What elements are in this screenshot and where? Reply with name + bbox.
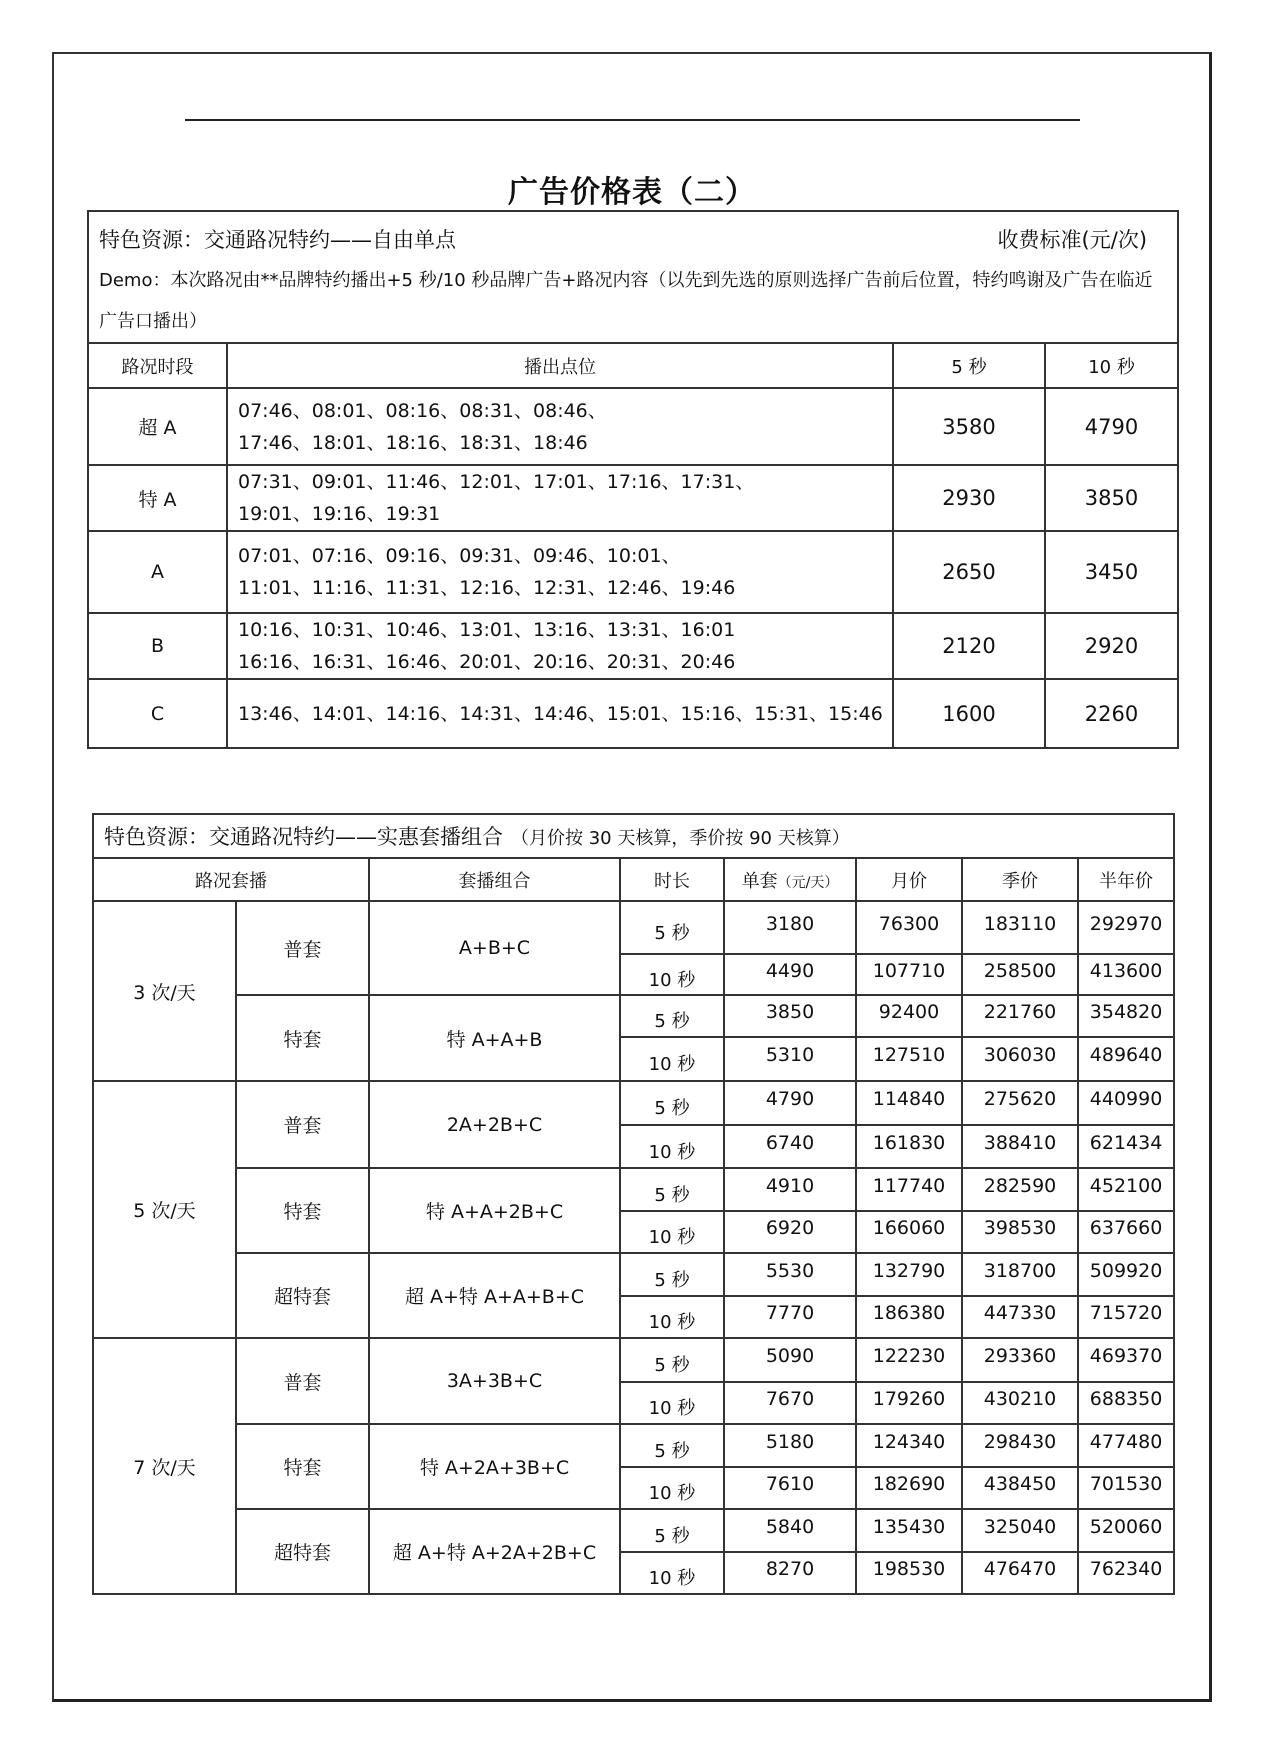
header-package: 路况套播 bbox=[93, 858, 369, 901]
price-10s-cell: 2260 bbox=[1045, 679, 1178, 748]
table1-intro-row bbox=[88, 211, 1178, 343]
slots-cell bbox=[227, 465, 893, 531]
combo-cell: 2A+2B+C bbox=[369, 1081, 620, 1168]
table2-row bbox=[93, 1509, 1174, 1552]
demo-description: Demo：本次路况由**品牌特约播出+5 秒/10 秒品牌广告+路况内容（以先到先选的原则选择广告前后位置，特约鸣谢及广告在临近广告口播出） bbox=[99, 270, 1153, 332]
duration-cell: 5 秒 bbox=[620, 1338, 724, 1382]
table2-row bbox=[93, 1424, 1174, 1467]
slots-line: 10:16、10:31、10:46、13:01、13:16、13:31、16:01 bbox=[238, 619, 736, 641]
slots-line: 19:01、19:16、19:31 bbox=[238, 503, 441, 525]
header-period: 路况时段 bbox=[88, 343, 227, 388]
duration-cell: 10 秒 bbox=[620, 1382, 724, 1424]
single-spot-price-table bbox=[87, 210, 1179, 749]
monthly-price-cell: 198530 bbox=[856, 1552, 962, 1594]
table2-row bbox=[93, 1081, 1174, 1125]
table2-row bbox=[93, 1253, 1174, 1296]
header-single bbox=[724, 858, 856, 901]
half-year-price-cell: 509920 bbox=[1078, 1253, 1174, 1296]
header-10s: 10 秒 bbox=[1045, 343, 1178, 388]
half-year-price-cell: 469370 bbox=[1078, 1338, 1174, 1382]
period-cell: A bbox=[88, 531, 227, 613]
quarterly-price-cell: 183110 bbox=[962, 901, 1078, 954]
package-name-cell: 普套 bbox=[236, 1338, 369, 1424]
quarterly-price-cell: 447330 bbox=[962, 1296, 1078, 1338]
monthly-price-cell: 124340 bbox=[856, 1424, 962, 1467]
header-monthly: 月价 bbox=[856, 858, 962, 901]
period-cell: 特 A bbox=[88, 465, 227, 531]
half-year-price-cell: 292970 bbox=[1078, 901, 1174, 954]
combo-cell: 特 A+2A+3B+C bbox=[369, 1424, 620, 1509]
quarterly-price-cell: 430210 bbox=[962, 1382, 1078, 1424]
duration-cell: 10 秒 bbox=[620, 1211, 724, 1253]
header-rule bbox=[185, 119, 1080, 121]
package-name-cell: 普套 bbox=[236, 901, 369, 995]
single-price-cell: 5530 bbox=[724, 1253, 856, 1296]
table1-row bbox=[88, 465, 1178, 531]
monthly-price-cell: 166060 bbox=[856, 1211, 962, 1253]
half-year-price-cell: 621434 bbox=[1078, 1125, 1174, 1168]
price-5s-cell: 2930 bbox=[893, 465, 1045, 531]
table2-title bbox=[93, 814, 1174, 858]
quarterly-price-cell: 221760 bbox=[962, 995, 1078, 1037]
header-slots: 播出点位 bbox=[227, 343, 893, 388]
quarterly-price-cell: 306030 bbox=[962, 1037, 1078, 1081]
table2-note: （月价按 30 天核算，季价按 90 天核算） bbox=[511, 828, 850, 849]
duration-cell: 5 秒 bbox=[620, 1509, 724, 1552]
slots-line: 11:01、11:16、11:31、12:16、12:31、12:46、19:46 bbox=[238, 577, 736, 599]
monthly-price-cell: 186380 bbox=[856, 1296, 962, 1338]
quarterly-price-cell: 275620 bbox=[962, 1081, 1078, 1125]
fee-standard-label: 收费标准(元/次) bbox=[997, 228, 1148, 252]
slots-line: 07:46、08:01、08:16、08:31、08:46、 bbox=[238, 399, 607, 422]
slots-line: 07:01、07:16、09:16、09:31、09:46、10:01、 bbox=[238, 545, 681, 567]
table2-row bbox=[93, 1338, 1174, 1382]
slots-line: 17:46、18:01、18:16、18:31、18:46 bbox=[238, 431, 588, 454]
duration-cell: 10 秒 bbox=[620, 1296, 724, 1338]
quarterly-price-cell: 282590 bbox=[962, 1168, 1078, 1211]
slots-cell bbox=[227, 531, 893, 613]
combo-cell: 特 A+A+B bbox=[369, 995, 620, 1081]
monthly-price-cell: 76300 bbox=[856, 901, 962, 954]
monthly-price-cell: 122230 bbox=[856, 1338, 962, 1382]
price-10s-cell: 3850 bbox=[1045, 465, 1178, 531]
package-price-table bbox=[92, 813, 1175, 1595]
half-year-price-cell: 477480 bbox=[1078, 1424, 1174, 1467]
period-cell: C bbox=[88, 679, 227, 748]
header-5s: 5 秒 bbox=[893, 343, 1045, 388]
slots-cell bbox=[227, 679, 893, 748]
combo-cell: 3A+3B+C bbox=[369, 1338, 620, 1424]
duration-cell: 5 秒 bbox=[620, 901, 724, 954]
table2-header-row bbox=[93, 858, 1174, 901]
monthly-price-cell: 117740 bbox=[856, 1168, 962, 1211]
slots-line: 13:46、14:01、14:16、14:31、14:46、15:01、15:16、15:31、15:46 bbox=[238, 702, 883, 725]
header-combo: 套播组合 bbox=[369, 858, 620, 901]
frequency-cell: 5 次/天 bbox=[93, 1081, 236, 1338]
frequency-cell: 3 次/天 bbox=[93, 901, 236, 1081]
price-5s-cell: 2650 bbox=[893, 531, 1045, 613]
period-cell: 超 A bbox=[88, 388, 227, 465]
monthly-price-cell: 179260 bbox=[856, 1382, 962, 1424]
combo-cell: 超 A+特 A+A+B+C bbox=[369, 1253, 620, 1338]
duration-cell: 10 秒 bbox=[620, 954, 724, 995]
table2-resource-label: 特色资源：交通路况特约——实惠套播组合 bbox=[104, 825, 503, 849]
duration-cell: 5 秒 bbox=[620, 995, 724, 1037]
table1-row bbox=[88, 388, 1178, 465]
price-5s-cell: 3580 bbox=[893, 388, 1045, 465]
monthly-price-cell: 107710 bbox=[856, 954, 962, 995]
quarterly-price-cell: 293360 bbox=[962, 1338, 1078, 1382]
single-price-cell: 6920 bbox=[724, 1211, 856, 1253]
half-year-price-cell: 637660 bbox=[1078, 1211, 1174, 1253]
price-5s-cell: 1600 bbox=[893, 679, 1045, 748]
quarterly-price-cell: 298430 bbox=[962, 1424, 1078, 1467]
slots-line: 16:16、16:31、16:46、20:01、20:16、20:31、20:46 bbox=[238, 651, 736, 673]
header-quarterly: 季价 bbox=[962, 858, 1078, 901]
quarterly-price-cell: 438450 bbox=[962, 1467, 1078, 1509]
half-year-price-cell: 413600 bbox=[1078, 954, 1174, 995]
slots-cell bbox=[227, 613, 893, 679]
monthly-price-cell: 182690 bbox=[856, 1467, 962, 1509]
frequency-cell: 7 次/天 bbox=[93, 1338, 236, 1594]
combo-cell: 超 A+特 A+2A+2B+C bbox=[369, 1509, 620, 1594]
package-name-cell: 特套 bbox=[236, 1168, 369, 1253]
half-year-price-cell: 489640 bbox=[1078, 1037, 1174, 1081]
monthly-price-cell: 135430 bbox=[856, 1509, 962, 1552]
single-price-cell: 8270 bbox=[724, 1552, 856, 1594]
single-price-cell: 5090 bbox=[724, 1338, 856, 1382]
table1-row bbox=[88, 531, 1178, 613]
half-year-price-cell: 701530 bbox=[1078, 1467, 1174, 1509]
duration-cell: 5 秒 bbox=[620, 1424, 724, 1467]
single-price-cell: 7770 bbox=[724, 1296, 856, 1338]
quarterly-price-cell: 398530 bbox=[962, 1211, 1078, 1253]
header-duration: 时长 bbox=[620, 858, 724, 901]
slots-line: 07:31、09:01、11:46、12:01、17:01、17:16、17:31、 bbox=[238, 471, 755, 493]
single-price-cell: 4490 bbox=[724, 954, 856, 995]
price-5s-cell: 2120 bbox=[893, 613, 1045, 679]
package-name-cell: 特套 bbox=[236, 1424, 369, 1509]
combo-cell: A+B+C bbox=[369, 901, 620, 995]
package-name-cell: 普套 bbox=[236, 1081, 369, 1168]
table2-row bbox=[93, 901, 1174, 954]
package-name-cell: 超特套 bbox=[236, 1253, 369, 1338]
table1-row bbox=[88, 679, 1178, 748]
duration-cell: 10 秒 bbox=[620, 1037, 724, 1081]
header-half-year: 半年价 bbox=[1078, 858, 1174, 901]
half-year-price-cell: 440990 bbox=[1078, 1081, 1174, 1125]
quarterly-price-cell: 325040 bbox=[962, 1509, 1078, 1552]
package-name-cell: 特套 bbox=[236, 995, 369, 1081]
quarterly-price-cell: 388410 bbox=[962, 1125, 1078, 1168]
half-year-price-cell: 354820 bbox=[1078, 995, 1174, 1037]
duration-cell: 10 秒 bbox=[620, 1467, 724, 1509]
duration-cell: 5 秒 bbox=[620, 1253, 724, 1296]
quarterly-price-cell: 318700 bbox=[962, 1253, 1078, 1296]
half-year-price-cell: 452100 bbox=[1078, 1168, 1174, 1211]
header-single-unit: （元/天） bbox=[777, 874, 839, 891]
table2-row bbox=[93, 1168, 1174, 1211]
duration-cell: 10 秒 bbox=[620, 1552, 724, 1594]
half-year-price-cell: 520060 bbox=[1078, 1509, 1174, 1552]
table1-resource-label: 特色资源：交通路况特约——自由单点 bbox=[99, 228, 456, 252]
table1-header-row bbox=[88, 343, 1178, 388]
monthly-price-cell: 114840 bbox=[856, 1081, 962, 1125]
price-10s-cell: 2920 bbox=[1045, 613, 1178, 679]
package-name-cell: 超特套 bbox=[236, 1509, 369, 1594]
single-price-cell: 4790 bbox=[724, 1081, 856, 1125]
combo-cell: 特 A+A+2B+C bbox=[369, 1168, 620, 1253]
half-year-price-cell: 715720 bbox=[1078, 1296, 1174, 1338]
period-cell: B bbox=[88, 613, 227, 679]
price-10s-cell: 3450 bbox=[1045, 531, 1178, 613]
duration-cell: 10 秒 bbox=[620, 1125, 724, 1168]
table2-title-row bbox=[93, 814, 1174, 858]
quarterly-price-cell: 258500 bbox=[962, 954, 1078, 995]
duration-cell: 5 秒 bbox=[620, 1081, 724, 1125]
table1-intro bbox=[88, 211, 1178, 343]
monthly-price-cell: 132790 bbox=[856, 1253, 962, 1296]
single-price-cell: 5180 bbox=[724, 1424, 856, 1467]
price-10s-cell: 4790 bbox=[1045, 388, 1178, 465]
slots-cell bbox=[227, 388, 893, 465]
header-single-label: 单套 bbox=[741, 870, 778, 892]
single-price-cell: 7670 bbox=[724, 1382, 856, 1424]
monthly-price-cell: 161830 bbox=[856, 1125, 962, 1168]
single-price-cell: 4910 bbox=[724, 1168, 856, 1211]
single-price-cell: 7610 bbox=[724, 1467, 856, 1509]
single-price-cell: 3180 bbox=[724, 901, 856, 954]
duration-cell: 5 秒 bbox=[620, 1168, 724, 1211]
table2-row bbox=[93, 995, 1174, 1037]
half-year-price-cell: 762340 bbox=[1078, 1552, 1174, 1594]
single-price-cell: 5310 bbox=[724, 1037, 856, 1081]
half-year-price-cell: 688350 bbox=[1078, 1382, 1174, 1424]
table1-row bbox=[88, 613, 1178, 679]
monthly-price-cell: 127510 bbox=[856, 1037, 962, 1081]
quarterly-price-cell: 476470 bbox=[962, 1552, 1078, 1594]
single-price-cell: 6740 bbox=[724, 1125, 856, 1168]
page-title: 广告价格表（二） bbox=[508, 175, 756, 210]
single-price-cell: 5840 bbox=[724, 1509, 856, 1552]
monthly-price-cell: 92400 bbox=[856, 995, 962, 1037]
single-price-cell: 3850 bbox=[724, 995, 856, 1037]
